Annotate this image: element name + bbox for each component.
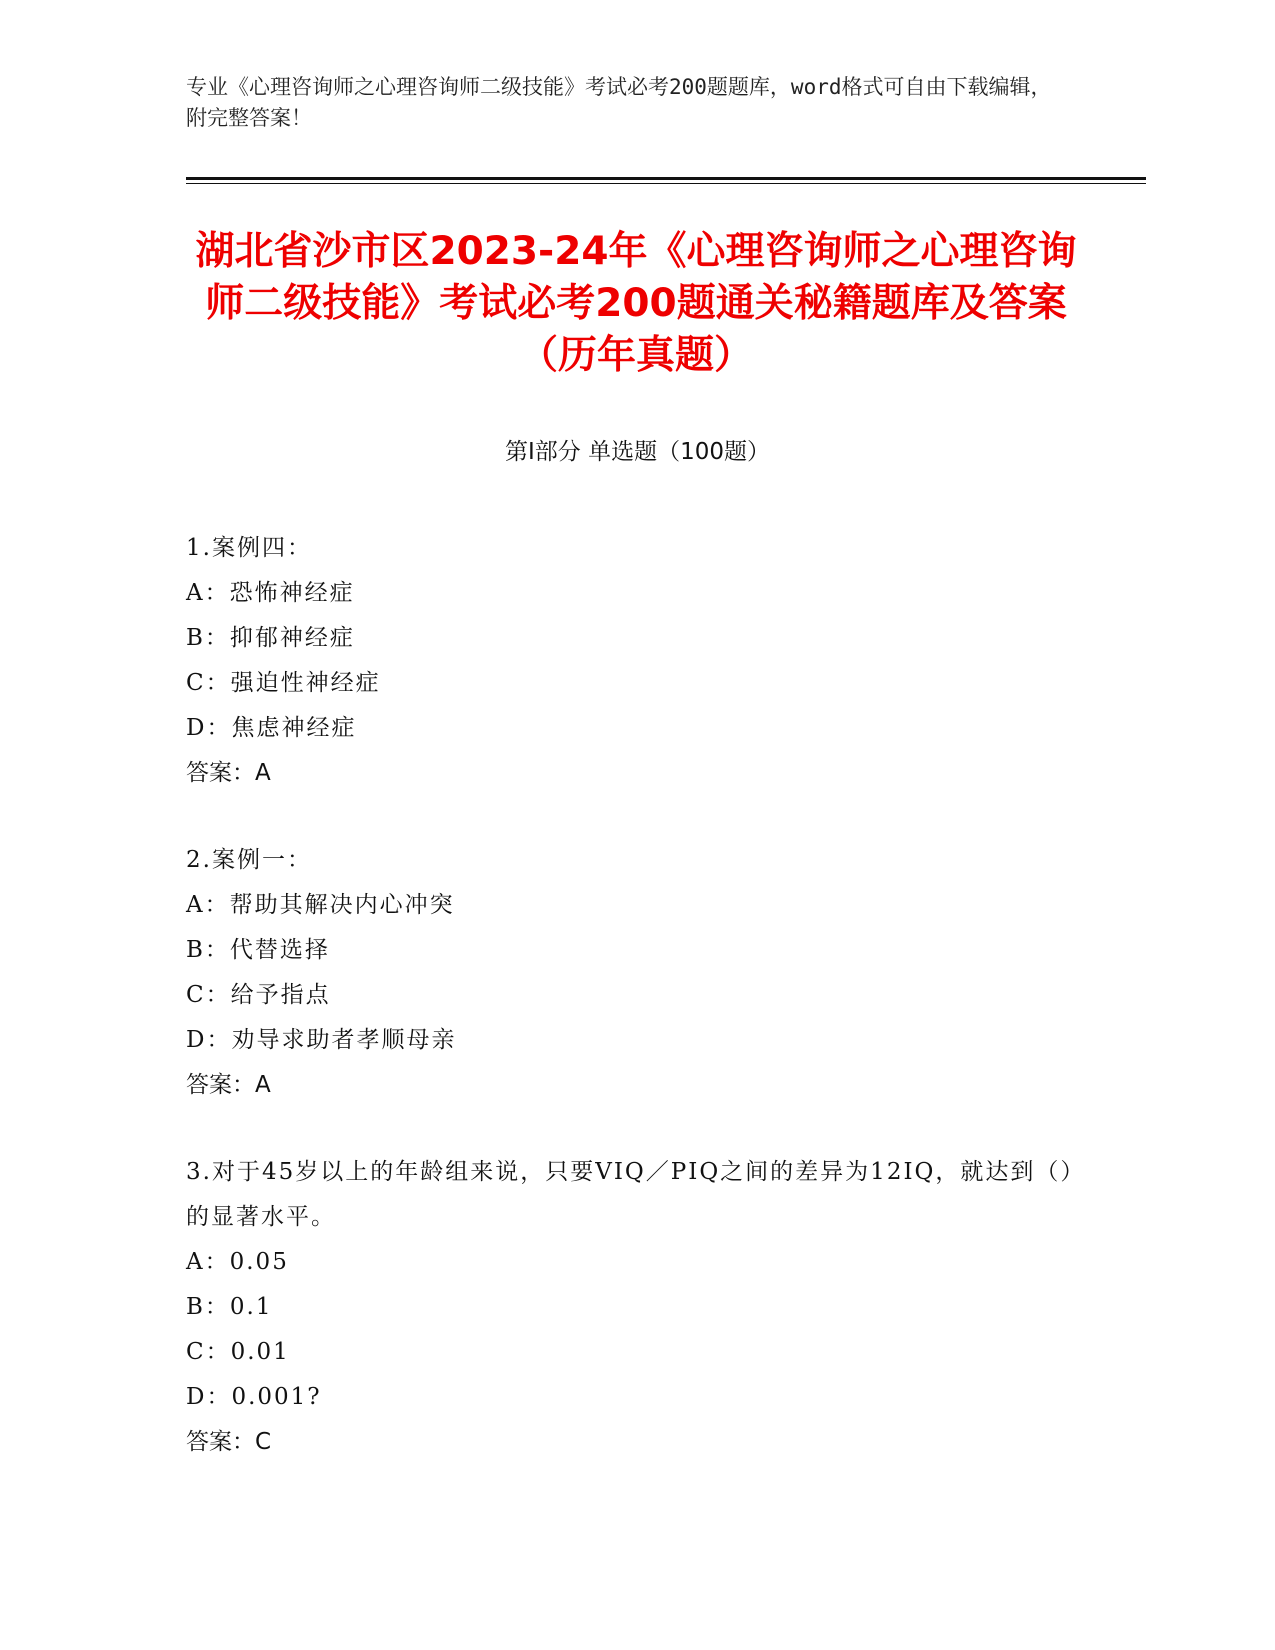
option-c: C：给予指点 — [186, 982, 331, 1008]
header-note: 专业《心理咨询师之心理咨询师二级技能》考试必考200题题库，word格式可自由下载编辑，附完整答案！ — [186, 75, 1052, 130]
option-b: B：0.1 — [186, 1294, 273, 1320]
header-rule-thick — [186, 177, 1146, 180]
section-title: 第Ⅰ部分 单选题（100题） — [505, 439, 770, 465]
option-d: D：劝导求助者孝顺母亲 — [186, 1027, 457, 1053]
question-list — [186, 526, 1086, 1507]
answer: 答案：C — [186, 1429, 272, 1455]
option-b: B：抑郁神经症 — [186, 625, 355, 651]
header-rule-thin — [186, 183, 1146, 184]
option-d: D：0.001? — [186, 1384, 322, 1410]
question-stem: 2.案例一： — [186, 847, 312, 873]
option-a: A：0.05 — [186, 1249, 289, 1275]
option-a: A：恐怖神经症 — [186, 580, 355, 606]
question-stem: 1.案例四： — [186, 535, 312, 561]
question-2 — [186, 838, 1086, 1108]
question-stem: 3.对于45岁以上的年龄组来说，只要VIQ／PIQ之间的差异为12IQ，就达到（）的显著水平。 — [186, 1159, 1086, 1230]
option-c: C：0.01 — [186, 1339, 290, 1365]
option-c: C：强迫性神经症 — [186, 670, 381, 696]
question-3 — [186, 1150, 1086, 1465]
option-d: D：焦虑神经症 — [186, 715, 357, 741]
answer: 答案：A — [186, 760, 271, 786]
document-title: 湖北省沙市区2023-24年《心理咨询师之心理咨询师二级技能》考试必考200题通关秘籍题库及答案（历年真题） — [195, 229, 1077, 378]
question-1 — [186, 526, 1086, 796]
option-a: A：帮助其解决内心冲突 — [186, 892, 455, 918]
option-b: B：代替选择 — [186, 937, 330, 963]
answer: 答案：A — [186, 1072, 271, 1098]
